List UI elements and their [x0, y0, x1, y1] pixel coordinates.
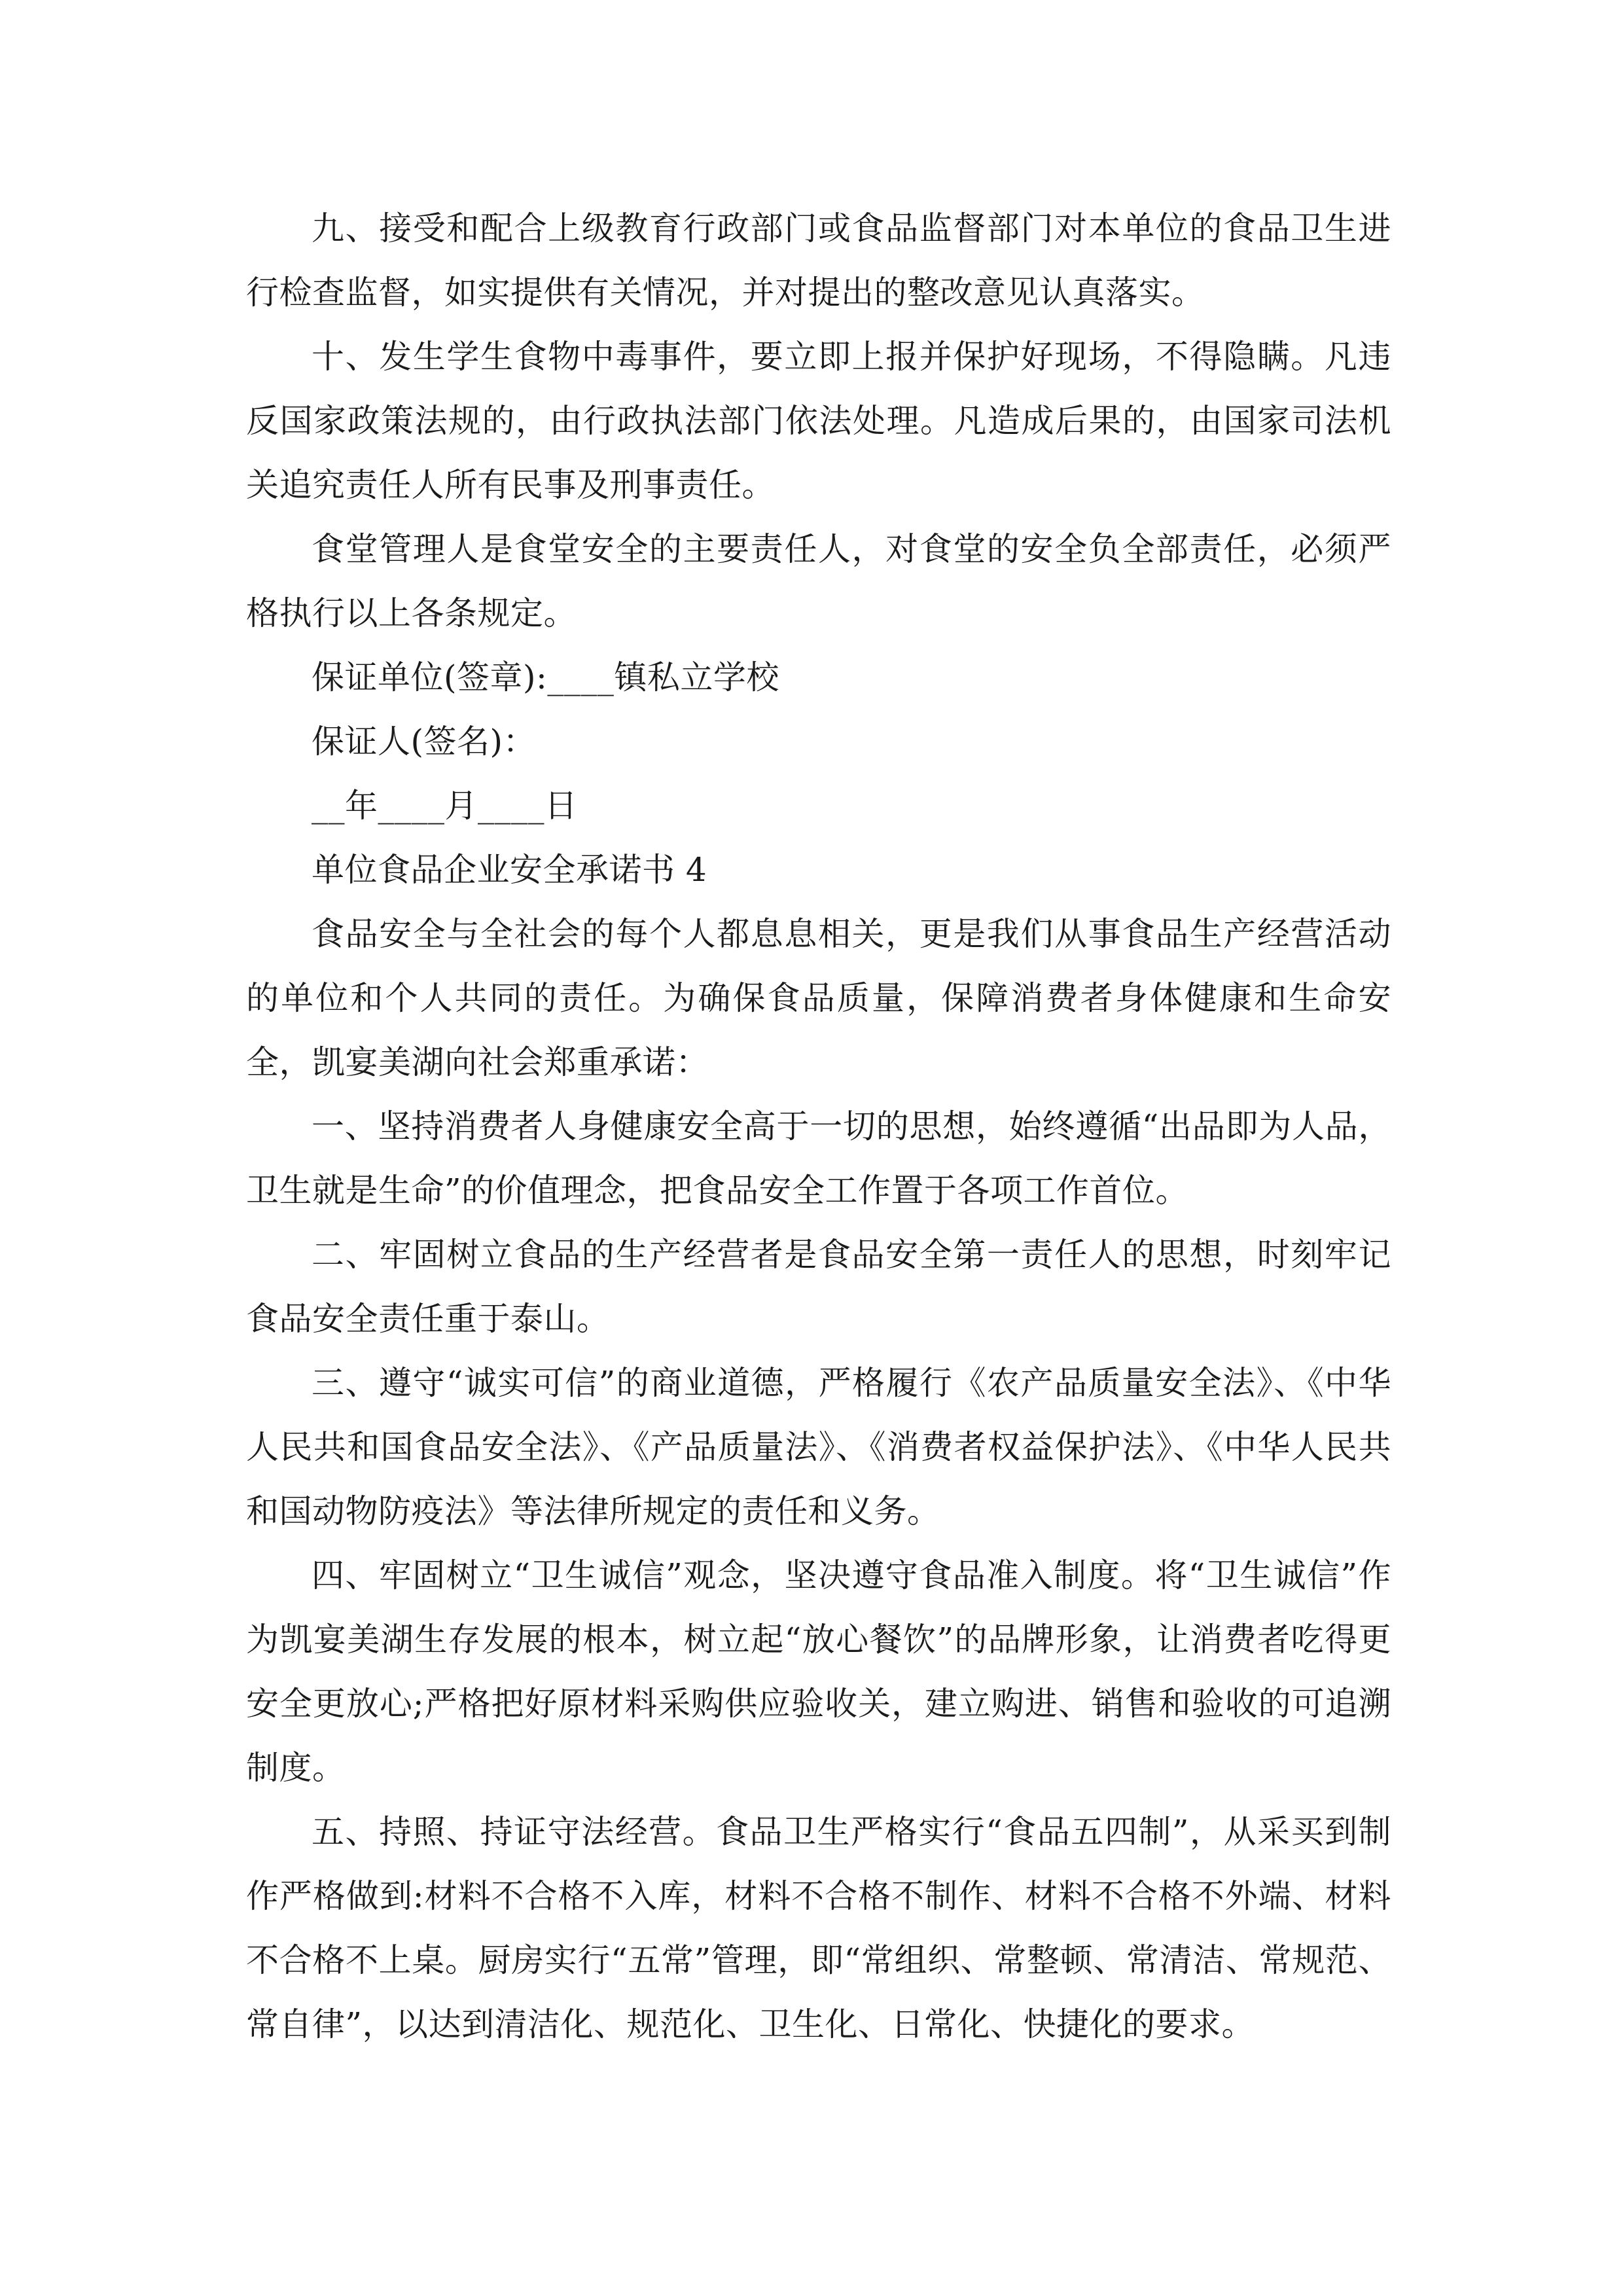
signature-date-line: __年____月____日: [312, 787, 578, 825]
paragraph-canteen-manager: 食堂管理人是食堂安全的主要责任人，对食堂的安全负全部责任，必须严格执行以上各条规定。: [246, 530, 1391, 632]
signature-unit-line: 保证单位(签章):____镇私立学校: [312, 658, 779, 696]
paragraph-item-2: 二、牢固树立食品的生产经营者是食品安全第一责任人的思想，时刻牢记食品安全责任重于泰山。: [246, 1236, 1391, 1338]
paragraph-item-1: 一、坚持消费者人身健康安全高于一切的思想，始终遵循“出品即为人品，卫生就是生命”的价值理念，把食品安全工作置于各项工作首位。: [246, 1107, 1391, 1210]
paragraph-item-10: 十、发生学生食物中毒事件，要立即上报并保护好现场，不得隐瞒。凡违反国家政策法规的，由行政执法部门依法处理。凡造成后果的，由国家司法机关追究责任人所有民事及刑事责任。: [246, 338, 1391, 504]
paragraph-item-3: 三、遵守“诚实可信”的商业道德，严格履行《农产品质量安全法》、《中华人民共和国食品安全法》、《产品质量法》、《消费者权益保护法》、《中华人民共和国动物防疫法》等法律所规定的责任和义务。: [246, 1364, 1391, 1530]
paragraph-item-5: 五、持照、持证守法经营。食品卫生严格实行“食品五四制”，从采买到制作严格做到:材料不合格不入库，材料不合格不制作、材料不合格不外端、材料不合格不上桌。厨房实行“五常”管理，即“常组织、常整顿、常清洁、常规范、常自律”，以达到清洁化、规范化、卫生化、日常化、快捷化的要求。: [246, 1813, 1391, 2043]
paragraph-intro: 食品安全与全社会的每个人都息息相关，更是我们从事食品生产经营活动的单位和个人共同的责任。为确保食品质量，保障消费者身体健康和生命安全，凯宴美湖向社会郑重承诺：: [246, 915, 1391, 1081]
section-title: 单位食品企业安全承诺书 4: [312, 851, 707, 889]
paragraph-item-9: 九、接受和配合上级教育行政部门或食品监督部门对本单位的食品卫生进行检查监督，如实提供有关情况，并对提出的整改意见认真落实。: [246, 209, 1391, 312]
document-body: [246, 196, 1391, 2056]
signature-person-line: 保证人(签名)：: [312, 723, 537, 761]
paragraph-item-4: 四、牢固树立“卫生诚信”观念，坚决遵守食品准入制度。将“卫生诚信”作为凯宴美湖生存发展的根本，树立起“放心餐饮”的品牌形象，让消费者吃得更安全更放心;严格把好原材料采购供应验收关，建立购进、销售和验收的可追溯制度。: [246, 1556, 1391, 1787]
